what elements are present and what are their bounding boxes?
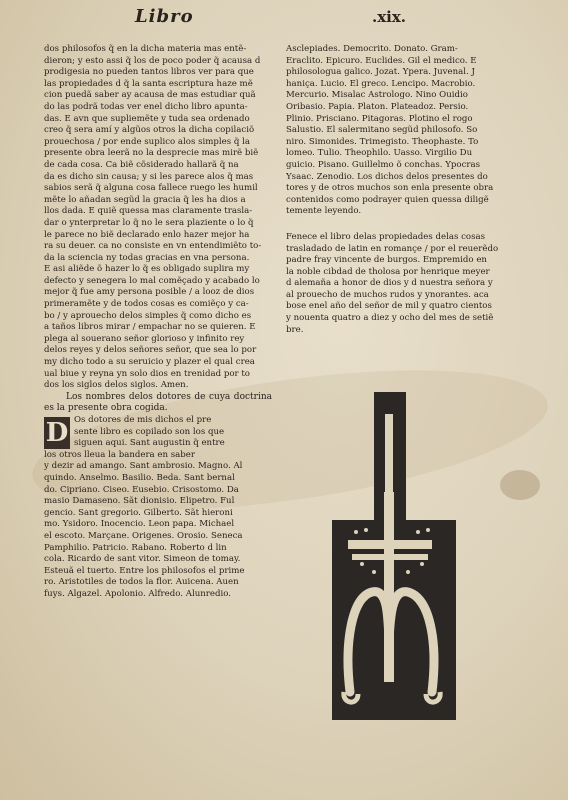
text-line: Ysaac. Zenodio. Los dichos delos presentes do	[286, 171, 488, 182]
doctors-list	[44, 415, 272, 601]
text-line: mejor q̃ fue amy persona posible / a looz de dios	[44, 287, 255, 298]
device-dot	[406, 570, 410, 574]
doctors-list-text	[44, 415, 272, 601]
ink-blot	[500, 470, 540, 500]
text-line: prodigesia no pueden tantos libros ver para que	[44, 67, 254, 78]
text-line: los otros lleua la bandera en saber	[44, 449, 195, 460]
text-line: haniça. Lucio. El greco. Lencipo. Macrobio.	[286, 78, 476, 89]
text-line: niro. Simonides. Trimegisto. Theophaste. To	[286, 136, 479, 147]
printer-device-woodcut	[328, 392, 460, 724]
text-line: do. Cipriano. Ciseo. Eusebio. Crisostomo. Da	[44, 484, 239, 495]
text-line: contenidos como podrayer quien quessa diligẽ	[286, 194, 489, 205]
device-dot	[416, 530, 420, 534]
text-line: quindo. Anselmo. Basilio. Beda. Sant bernal	[44, 472, 235, 483]
text-line: Salustio. El salermitano segũd philosofo. So	[286, 125, 478, 136]
text-line: Mercurio. Misalac Astrologo. Nino Ouidio	[286, 90, 468, 101]
text-line: Asclepiades. Democrito. Donato. Gram-	[286, 44, 458, 54]
text-line: fuys. Algazel. Apolonio. Alfredo. Alunredio.	[44, 588, 231, 599]
device-cross-bar	[348, 540, 432, 549]
text-line: mẽte lo añadan segũd la gracia q̃ les ha dios a	[44, 194, 246, 205]
device-dot	[354, 530, 358, 534]
text-line: bose enel año del señor de mil y quatro cientos	[286, 301, 492, 312]
device-dot	[426, 528, 430, 532]
text-line: cola. Ricardo de sant vitor. Simeon de tomay.	[44, 554, 241, 565]
text-line: y nouenta quatro a diez y ocho del mes de setiẽ	[286, 313, 494, 324]
text-line: temente leyendo.	[286, 206, 362, 217]
text-line: sabios serã q̃ alguna cosa fallece ruego les humil	[44, 183, 258, 194]
text-line: Esteuã el tuerto. Entre los philosofos el prime	[44, 565, 245, 576]
text-line: Oribasio. Papia. Platon. Plateadoz. Persio.	[286, 101, 469, 112]
text-line: al prouecho de muchos rudos y ynorantes. aca	[286, 289, 489, 300]
text-line: y dezir ad amango. Sant ambrosio. Magno. Al	[44, 461, 243, 472]
text-line: prouechosa / por ende suplico alos simples q̃ la	[44, 136, 251, 147]
text-line: do las podrã todas ver enel dicho libro apunta-	[44, 101, 248, 112]
text-line: sente libro es copilado son los que	[74, 426, 225, 437]
text-line: siguen aqui. Sant augustin q̃ entre	[74, 438, 225, 449]
text-line: ra su deuer. ca no consiste en vn entendimiẽto to-	[44, 241, 262, 252]
text-line: padre fray vincente de burgos. Empremido en	[286, 255, 487, 266]
text-line: bo / y aprouecho delos simples q̃ como dicho es	[44, 310, 252, 321]
text-line: lomeo. Tulio. Theophilo. Uasso. Virgilio Du	[286, 148, 473, 159]
text-line: my dicho todo a su seruicio y plazer el qual crea	[44, 357, 255, 368]
text-line: Fenece el libro delas propiedades delas cosas	[286, 231, 486, 242]
text-line: a taños libros mirar / empachar no se quieren. E	[44, 322, 256, 333]
left-main-text	[44, 44, 272, 392]
text-line: trasladado de latin en romançe / por el reuerẽdo	[286, 243, 499, 254]
text-line: philosologua galico. Jozat. Ypera. Juvenal. J	[286, 67, 475, 78]
right-main-text	[286, 44, 504, 218]
text-line: masio Damaseno. Sãt dionisio. Elipetro. Ful	[44, 496, 235, 507]
text-line: tores y de otros muchos son enla presente obra	[286, 183, 494, 194]
text-line: ual biue y reyna yn solo dios en trenidad por to	[44, 368, 250, 379]
text-line: cion puedã saber ay acausa de mas estudiar quã	[44, 90, 256, 101]
device-dot	[372, 570, 376, 574]
text-line: delos reyes y delos señores señor, que sea lo por	[44, 345, 257, 356]
text-line: plega al souerano señor glorioso y infinito rey	[44, 333, 245, 344]
colophon	[286, 232, 504, 336]
text-line: guicio. Pisano. Guillelmo õ conchas. Ypocras	[286, 159, 481, 170]
text-line: d̃ alemaña a honor de dios y d̃ nuestra señora y	[286, 278, 493, 289]
text-line: presente obra leerã no la desprecie mas mirẽ biẽ	[44, 148, 259, 159]
text-line: dieron; y esto assi q̃ los de poco poder q̃ acausa d̃	[44, 55, 261, 66]
text-line: das. E avn que supliemẽte y tuda sea ordenado	[44, 113, 250, 124]
text-line: llos dada. E quiẽ quessa mas claramente trasla-	[44, 206, 253, 217]
text-line: E asi aliẽde õ hazer lo q̃ es obligado suplira my	[44, 264, 250, 275]
text-line: mo. Ysidoro. Inocencio. Leon papa. Michael	[44, 519, 235, 530]
text-line: el escoto. Marçane. Origenes. Orosio. Seneca	[44, 530, 243, 541]
doctors-subheading: Los nombres delos dotores de cuya doctrina es la presente obra cogida.	[44, 391, 272, 414]
right-text-column	[286, 44, 504, 336]
text-line: defecto y senegera lo mal comẽçado y acabado lo	[44, 275, 260, 286]
left-text-column	[44, 44, 272, 601]
text-line: dos philosofos q̃ en la dicha materia mas entẽ-	[44, 44, 247, 54]
device-cross-bar-lower	[352, 554, 428, 560]
text-line: Plinio. Prisciano. Pitagoras. Plotino el rogo	[286, 113, 473, 124]
text-line: dar o ynterpretar lo q̃ no le sera plaziente o lo q̃	[44, 217, 254, 228]
text-line: Pamphilio. Patricio. Rabano. Roberto d̃ lin	[44, 542, 227, 553]
device-dot	[360, 562, 364, 566]
text-line: creo q̃ sera amí y algũos otros la dicha copilaciõ	[44, 125, 255, 136]
device-dot	[364, 528, 368, 532]
device-cross-vertical	[384, 492, 394, 682]
text-line: ro. Aristotiles de todos la flor. Auicena. Auen	[44, 577, 239, 588]
text-line: le parece no biẽ declarado enlo hazer mejor ha	[44, 229, 250, 240]
text-line: la noble cibdad de tholosa por henrique meyer	[286, 266, 490, 277]
running-title: Libro	[135, 6, 194, 27]
text-line: primeramẽte y de todos cosas es comiẽço y ca-	[44, 299, 249, 310]
text-line: de cada cosa. Ca biẽ cõsiderado hallarã q̃ na	[44, 159, 239, 170]
text-line: dos los siglos delos siglos. Amen.	[44, 380, 189, 391]
text-line: da es dicho sin causa; y si les parece alos q̃ mas	[44, 171, 254, 182]
text-line: gencio. Sant gregorio. Gilberto. Sãt hieroni	[44, 507, 233, 518]
text-line: Os dotores de mis dichos el pre	[74, 415, 212, 425]
text-line: bre.	[286, 324, 304, 335]
folio-number: .xix.	[372, 8, 407, 26]
device-dot	[420, 562, 424, 566]
text-line: las propiedades d̃ q̃ la santa escriptura haze mẽ	[44, 78, 253, 89]
decorated-initial: D	[45, 418, 69, 448]
text-line: da la sciencia ny todas gracias en vna persona.	[44, 252, 250, 263]
text-line: Eraclito. Epicuro. Euclides. Gil el medico. E	[286, 55, 477, 66]
